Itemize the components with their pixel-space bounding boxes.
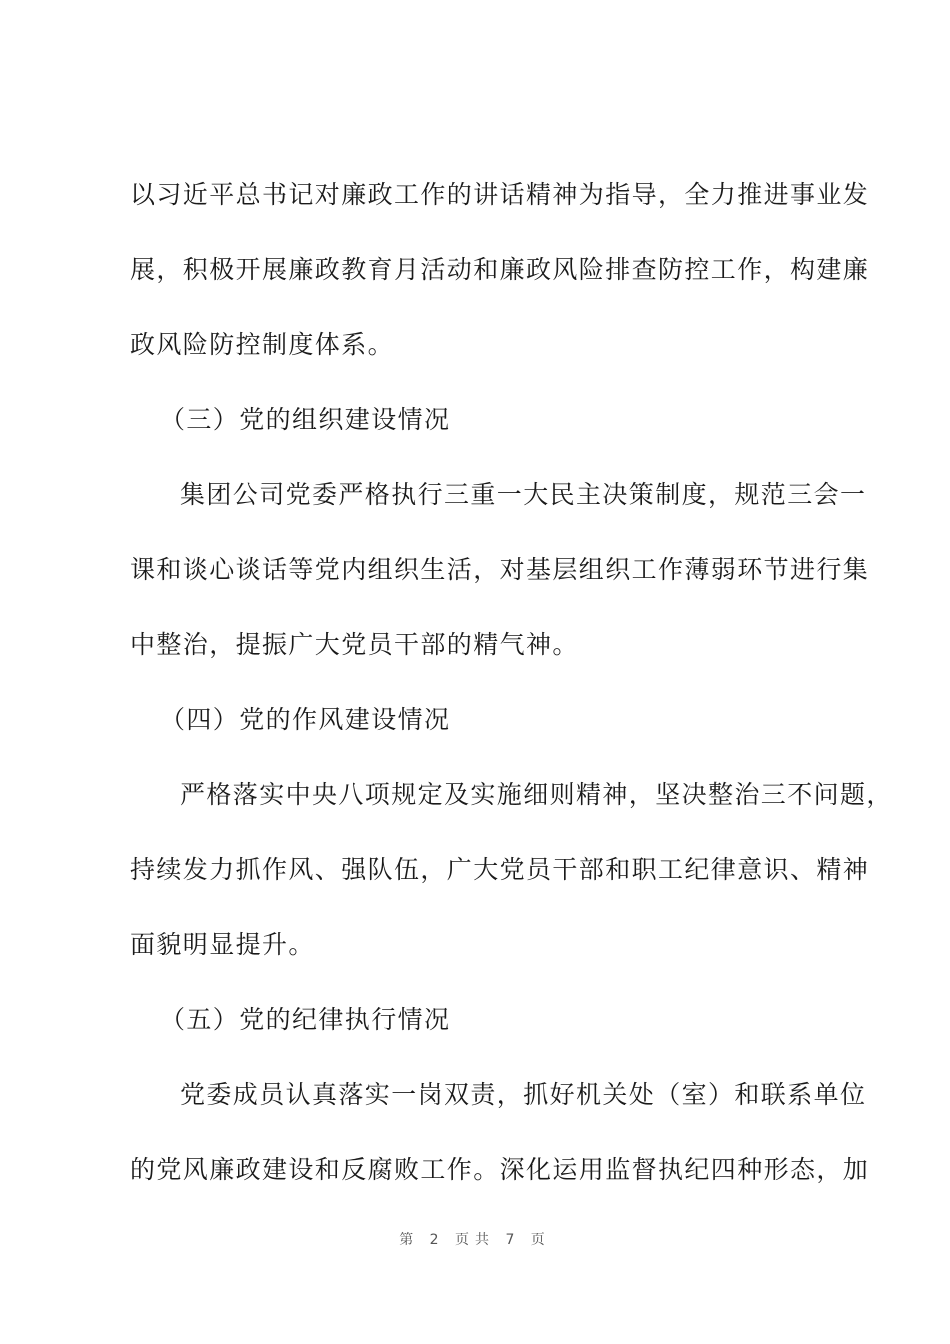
page-number-footer: 第 2 页共 7 页 <box>399 1232 551 1248</box>
body-text-line: 党委成员认真落实一岗双责，抓好机关处（室）和联系单位 <box>180 1080 867 1109</box>
body-text-line: 集团公司党委严格执行三重一大民主决策制度，规范三会一 <box>180 480 867 509</box>
body-text-line: 课和谈心谈话等党内组织生活，对基层组织工作薄弱环节进行集 <box>130 555 870 584</box>
body-text-line: 展，积极开展廉政教育月活动和廉政风险排查防控工作，构建廉 <box>130 255 870 284</box>
body-text-line: 持续发力抓作风、强队伍，广大党员干部和职工纪律意识、精神 <box>130 855 870 884</box>
body-text-line: 严格落实中央八项规定及实施细则精神，坚决整治三不问题， <box>180 780 893 809</box>
body-text-line: 以习近平总书记对廉政工作的讲话精神为指导，全力推进事业发 <box>130 180 870 209</box>
body-text-line: 面貌明显提升。 <box>130 930 315 959</box>
body-text-line: 政风险防控制度体系。 <box>130 330 395 359</box>
body-text-line: 的党风廉政建设和反腐败工作。深化运用监督执纪四种形态，加 <box>130 1155 870 1184</box>
section-heading: （三）党的组织建设情况 <box>160 405 451 434</box>
body-text-line: 中整治，提振广大党员干部的精气神。 <box>130 630 579 659</box>
section-heading: （五）党的纪律执行情况 <box>160 1005 451 1034</box>
section-heading: （四）党的作风建设情况 <box>160 705 451 734</box>
